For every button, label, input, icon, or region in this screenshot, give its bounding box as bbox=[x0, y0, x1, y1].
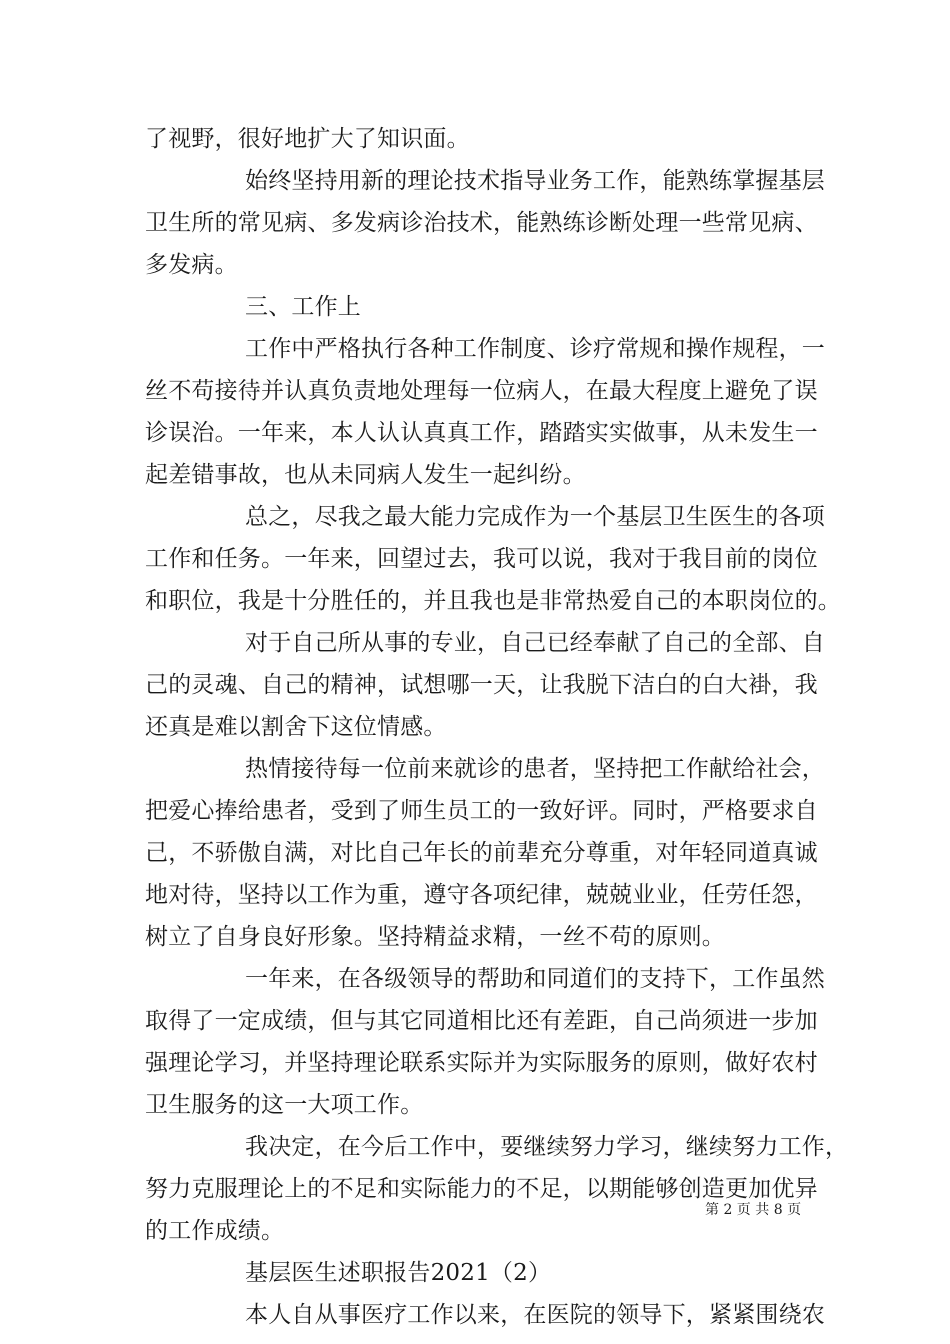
text-line: 卫生服务的这一大项工作。 bbox=[145, 1092, 424, 1118]
paragraph-line: 一年来，在各级领导的帮助和同道们的支持下，工作虽然 bbox=[245, 966, 825, 992]
paragraph-line: 总之，尽我之最大能力完成作为一个基层卫生医生的各项 bbox=[245, 504, 825, 530]
paragraph-line: 工作中严格执行各种工作制度、诊疗常规和操作规程，一 bbox=[245, 336, 825, 362]
text-line: 丝不苟接待并认真负责地处理每一位病人，在最大程度上避免了误 bbox=[145, 378, 818, 404]
text-line: 地对待，坚持以工作为重，遵守各项纪律，兢兢业业，任劳任怨， bbox=[145, 882, 818, 908]
section-heading: 三、工作上 bbox=[245, 294, 361, 320]
text-line: 取得了一定成绩，但与其它同道相比还有差距，自己尚须进一步加 bbox=[145, 1008, 818, 1034]
text-line: 了视野，很好地扩大了知识面。 bbox=[145, 126, 470, 152]
text-line: 努力克服理论上的不足和实际能力的不足，以期能够创造更加优异 bbox=[145, 1176, 818, 1202]
text-line: 树立了自身良好形象。坚持精益求精，一丝不苟的原则。 bbox=[145, 924, 725, 950]
paragraph-line: 始终坚持用新的理论技术指导业务工作，能熟练掌握基层 bbox=[245, 168, 825, 194]
paragraph-line: 热情接待每一位前来就诊的患者，坚持把工作献给社会， bbox=[245, 756, 825, 782]
paragraph-line: 本人自从事医疗工作以来，在医院的领导下，紧紧围绕农 bbox=[245, 1302, 825, 1328]
section-title: 基层医生述职报告2021（2） bbox=[245, 1260, 552, 1286]
text-line: 诊误治。一年来，本人认认真真工作，踏踏实实做事，从未发生一 bbox=[145, 420, 818, 446]
document-body bbox=[145, 118, 849, 1336]
text-line: 己，不骄傲自满，对比自己年长的前辈充分尊重，对年轻同道真诚 bbox=[145, 840, 818, 866]
paragraph-line: 对于自己所从事的专业，自己已经奉献了自己的全部、自 bbox=[245, 630, 825, 656]
text-line: 工作和任务。一年来，回望过去，我可以说，我对于我目前的岗位 bbox=[145, 546, 818, 572]
text-line: 卫生所的常见病、多发病诊治技术，能熟练诊断处理一些常见病、 bbox=[145, 210, 818, 236]
text-line: 把爱心捧给患者，受到了师生员工的一致好评。同时，严格要求自 bbox=[145, 798, 818, 824]
text-line: 己的灵魂、自己的精神，试想哪一天，让我脱下洁白的白大褂，我 bbox=[145, 672, 818, 698]
page-number-footer: 第 2 页 共 8 页 bbox=[705, 1202, 802, 1218]
text-line: 多发病。 bbox=[145, 252, 238, 278]
paragraph-line: 我决定，在今后工作中，要继续努力学习，继续努力工作， bbox=[245, 1134, 849, 1160]
text-line: 起差错事故，也从未同病人发生一起纠纷。 bbox=[145, 462, 586, 488]
text-line: 强理论学习，并坚持理论联系实际并为实际服务的原则，做好农村 bbox=[145, 1050, 818, 1076]
text-line: 还真是难以割舍下这位情感。 bbox=[145, 714, 447, 740]
text-line: 和职位，我是十分胜任的，并且我也是非常热爱自己的本职岗位的。 bbox=[145, 588, 841, 614]
text-line: 的工作成绩。 bbox=[145, 1218, 285, 1244]
